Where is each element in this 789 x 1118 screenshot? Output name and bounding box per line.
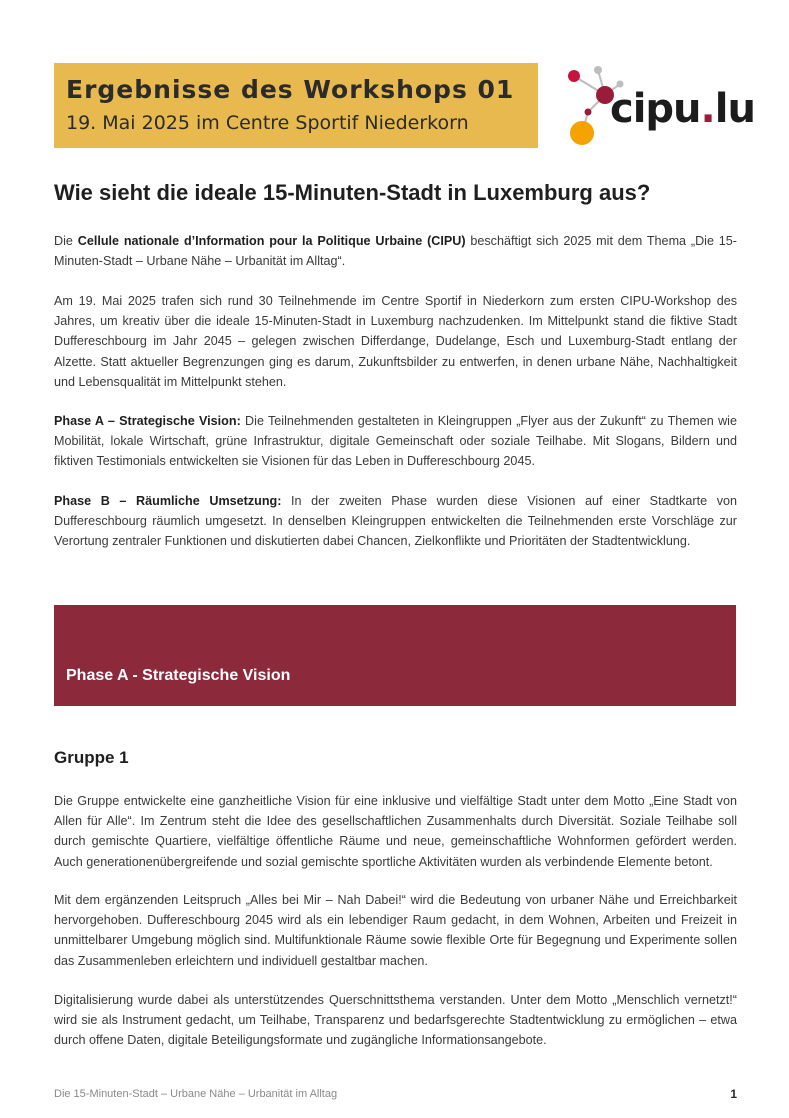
group-heading: Gruppe 1 [54,748,129,767]
group-paragraph-3: Digitalisierung wurde dabei als unterstützendes Querschnittsthema verstanden. Unter dem Motto „Menschlich vernetzt!“ wird sie als Instrument gedacht, um Teilhabe, Transparenz und bedarfsgerechte Stadtentwicklung zu ermöglichen – etwa durch offene Daten, digitale Beteiligungsformate und zugängliche Informationsangebote. [54,993,737,1048]
document-title: Ergebnisse des Workshops 01 [66,75,515,104]
logo-wordmark: cipu.lu [610,86,755,132]
intro-paragraph-2: Am 19. Mai 2025 trafen sich rund 30 Teilnehmende im Centre Sportif in Niederkorn zum ersten CIPU-Workshop des Jahres, um kreativ über die ideale 15-Minuten-Stadt in Luxemburg nachzudenken. Im Mittelpunkt stand die fiktive Stadt Duffereschbourg im Jahr 2045 – gelegen zwischen Differdange, Dudelange, Esch und Luxemburg-Stadt entlang der Alzette. Statt aktueller Begrenzungen ging es darum, Zukunftsbilder zu entwerfen, in denen urbane Nähe, Nachhaltigkeit und Lebensqualität im Mittelpunkt stehen. [54,294,737,389]
phase-b-paragraph: Phase B – Räumliche Umsetzung: In der zweiten Phase wurden diese Visionen auf einer Stadtkarte von Duffereschbourg räumlich umgesetzt. In denselben Kleingruppen entwickelten die Teilnehmenden erste Vorschläge zur Verortung zentraler Funktionen und diskutierten dabei Chancen, Zielkonflikte und Prioritäten der Stadtentwicklung. [54,494,737,549]
section-band-title: Phase A - Strategische Vision [66,667,291,684]
document-subtitle: 19. Mai 2025 im Centre Sportif Niederkorn [66,112,469,134]
page-heading: Wie sieht die ideale 15-Minuten-Stadt in Luxemburg aus? [54,180,651,205]
intro-paragraph-1: Die Cellule nationale d’Information pour la Politique Urbaine (CIPU) beschäftigt sich 2025 mit dem Thema „Die 15-Minuten-Stadt – Urbane Nähe – Urbanität im Alltag“. [54,234,737,269]
phase-a-paragraph: Phase A – Strategische Vision: Die Teilnehmenden gestalteten in Kleingruppen „Flyer aus der Zukunft“ zu Themen wie Mobilität, lokale Wirtschaft, grüne Infrastruktur, digitale Gemeinschaft oder soziale Teilhabe. Mit Slogans, Bildern und fiktiven Testimonials entwickelten sie Visionen für das Leben in Duffereschbourg 2045. [54,414,737,469]
title-box [54,63,538,148]
group-paragraph-1: Die Gruppe entwickelte eine ganzheitliche Vision für eine inklusive und vielfältige Stadt unter dem Motto „Eine Stadt von Allen für Alle“. Im Zentrum steht die Idee des gesellschaftlichen Zusammenhalts durch Diversität. Soziale Teilhabe soll durch gemischte Quartiere, vielfältige öffentliche Räume und neue, gemeinschaftliche Wohnformen gefördert werden. Auch generationenübergreifende und sozial gemischte sportliche Aktivitäten wurden als verbindende Elemente betont. [54,794,737,869]
cipu-logo [560,58,755,154]
section-band [54,605,736,706]
page-number: 1 [730,1087,737,1101]
footer-text: Die 15-Minuten-Stadt – Urbane Nähe – Urbanität im Alltag [54,1088,338,1100]
group-paragraph-2: Mit dem ergänzenden Leitspruch „Alles bei Mir – Nah Dabei!“ wird die Bedeutung von urbaner Nähe und Erreichbarkeit hervorgehoben. Duffereschbourg 2045 wird als ein lebendiger Raum gedacht, in dem Wohnen, Arbeiten und Freizeit in unmittelbarer Umgebung möglich sind. Multifunktionale Räume sowie flexible Orte für Begegnung und Experimente sollen das Zusammenleben erleichtern und individuell gestaltbar machen. [54,893,737,968]
